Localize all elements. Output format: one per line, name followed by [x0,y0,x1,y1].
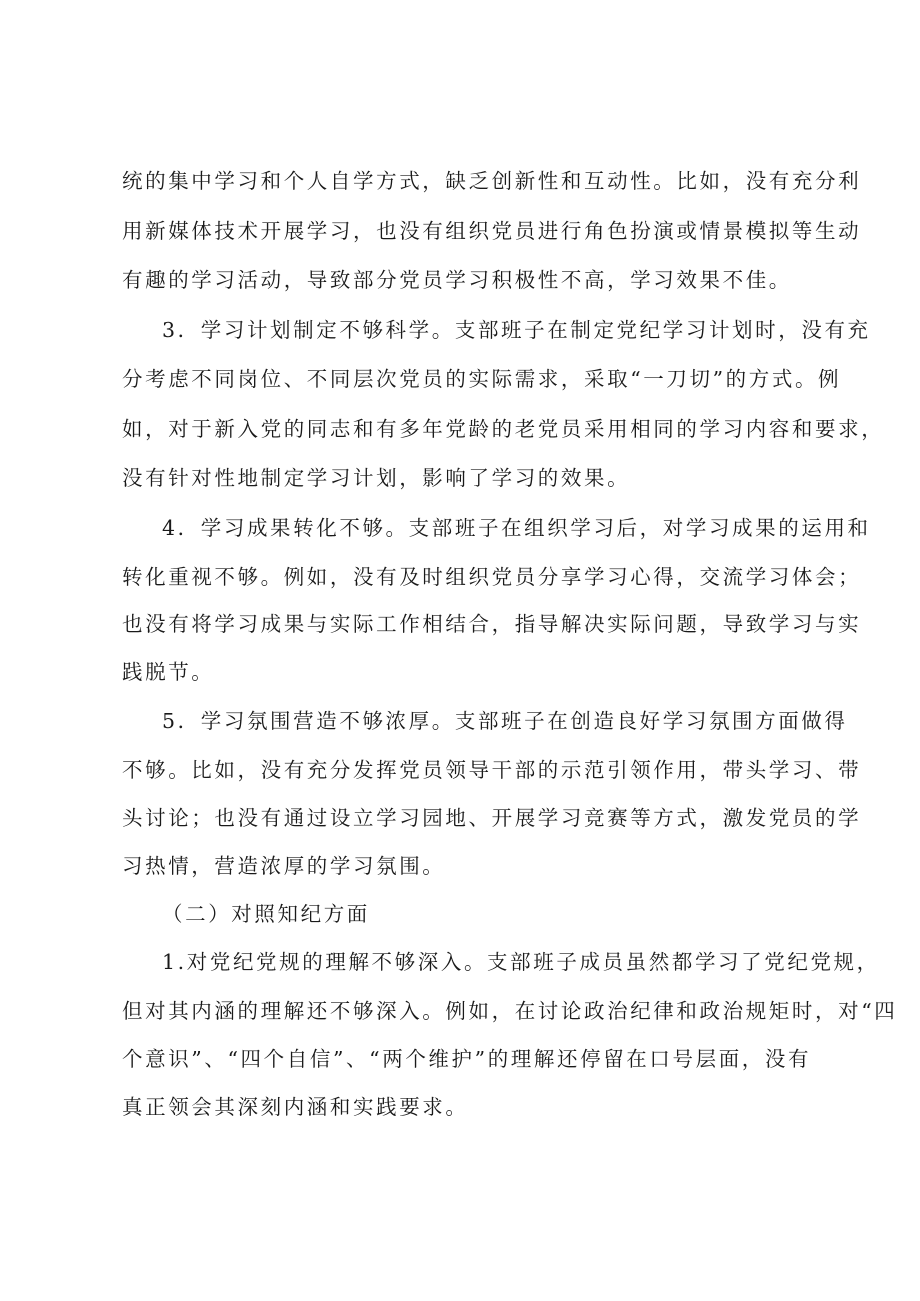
paragraph-line: 有趣的学习活动，导致部分党员学习积极性不高，学习效果不佳。 [122,268,792,292]
paragraph-line: 用新媒体技术开展学习，也没有组织党员进行角色扮演或情景模拟等生动 [122,219,862,243]
paragraph-line: 4．学习成果转化不够。支部班子在组织学习后，对学习成果的运用和 [162,516,871,540]
paragraph-line: 个意识”、“四个自信”、“两个维护”的理解还停留在口号层面，没有 [122,1047,812,1071]
paragraph-line: 不够。比如，没有充分发挥党员领导干部的示范引领作用，带头学习、带 [122,758,862,782]
paragraph-line: 真正领会其深刻内涵和实践要求。 [122,1095,469,1119]
paragraph-line: 3．学习计划制定不够科学。支部班子在制定党纪学习计划时，没有充 [162,318,871,342]
paragraph-line: 统的集中学习和个人自学方式，缺乏创新性和互动性。比如，没有充分利 [122,169,862,193]
paragraph-line: 如，对于新入党的同志和有多年党龄的老党员采用相同的学习内容和要求， [122,417,885,441]
paragraph-line: 习热情，营造浓厚的学习氛围。 [122,854,446,878]
paragraph-line: 头讨论；也没有通过设立学习园地、开展学习竞赛等方式，激发党员的学 [122,806,862,830]
paragraph-line: 但对其内涵的理解还不够深入。例如，在讨论政治纪律和政治规矩时，对“四 [122,999,898,1023]
paragraph-line: 转化重视不够。例如，没有及时组织党员分享学习心得，交流学习体会； [122,565,862,589]
paragraph-line: 践脱节。 [122,660,215,684]
paragraph-line: 分考虑不同岗位、不同层次党员的实际需求，采取“一刀切”的方式。例 [122,367,842,391]
section-heading: （二）对照知纪方面 [162,902,370,926]
paragraph-line: 没有针对性地制定学习计划，影响了学习的效果。 [122,466,631,490]
paragraph-line: 1.对党纪党规的理解不够深入。支部班子成员虽然都学习了党纪党规， [162,950,880,974]
paragraph-line: 5．学习氛围营造不够浓厚。支部班子在创造良好学习氛围方面做得 [162,709,848,733]
paragraph-line: 也没有将学习成果与实际工作相结合，指导解决实际问题，导致学习与实 [122,612,862,636]
